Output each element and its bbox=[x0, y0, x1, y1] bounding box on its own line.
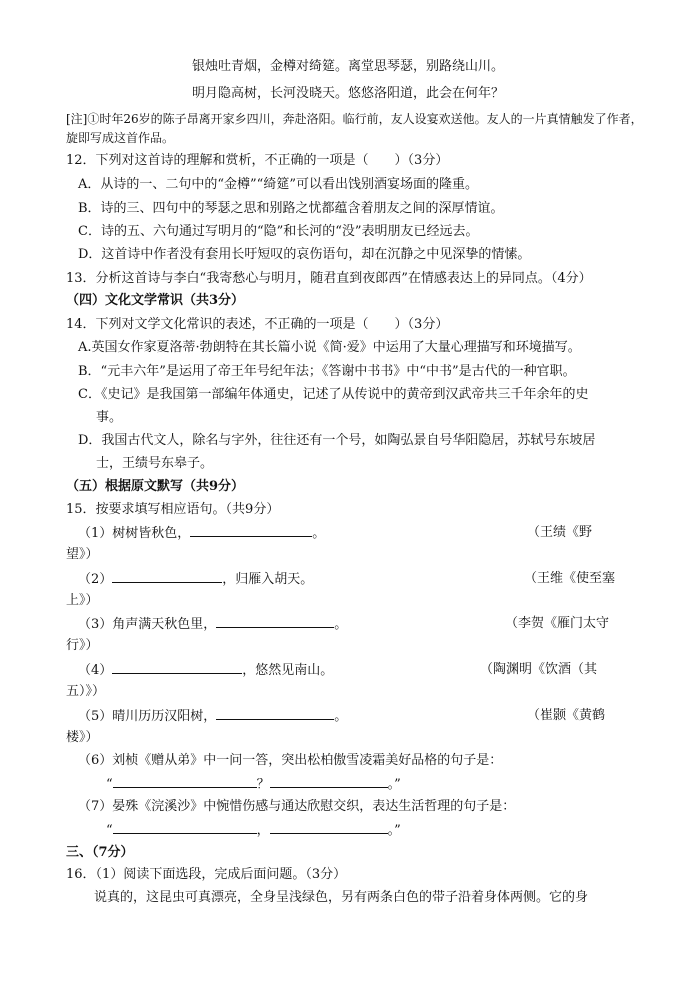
q15-item-5-source-cont: 楼》） bbox=[66, 730, 99, 745]
q15-item-5 bbox=[78, 707, 347, 726]
answer-blank[interactable] bbox=[216, 707, 334, 720]
answer-blank[interactable] bbox=[113, 821, 257, 834]
q15-item-4-text: ，悠然见南山。 bbox=[242, 663, 334, 678]
q15-item-7: （7）晏殊《浣溪沙》中惋惜伤感与通达欣慰交织，表达生活哲理的句子是： bbox=[78, 799, 516, 814]
q16-stem: 16．（1）阅读下面选段，完成后面问题。（3分） bbox=[66, 867, 347, 882]
note-line-1: [注]①时年26岁的陈子昂离开家乡四川，奔赴洛阳。临行前，友人设宴欢送他。友人的一片真情触发了作者， bbox=[66, 112, 643, 126]
q12-stem: 12．下列对这首诗的理解和赏析，不正确的一项是（ ）（3分） bbox=[66, 153, 449, 168]
q12-option-b: B．诗的三、四句中的琴瑟之思和别路之忧都蕴含着朋友之间的深厚情谊。 bbox=[78, 201, 504, 216]
q15-item-1-end: 。 bbox=[312, 526, 326, 541]
q15-stem: 15．按要求填写相应语句。（共9分） bbox=[66, 502, 280, 517]
answer-blank[interactable] bbox=[270, 775, 388, 788]
q15-item-4-source-cont: 五）》） bbox=[66, 684, 106, 699]
q14-option-c-line1: C．《史记》是我国第一部编年体通史，记述了从传说中的黄帝到汉武帝共三千年余年的史 bbox=[78, 387, 589, 402]
answer-blank[interactable] bbox=[190, 524, 312, 537]
q15-item-3 bbox=[78, 615, 347, 634]
q13-stem: 13．分析这首诗与李白“我寄愁心与明月，随君直到夜郎西”在情感表达上的异同点。（4分） bbox=[66, 271, 592, 286]
q14-option-d-line1: D．我国古代文人，除名与字外，往往还有一个号，如陶弘景自号华阳隐居，苏轼号东坡居 bbox=[78, 433, 596, 448]
answer-blank[interactable] bbox=[216, 615, 334, 628]
section-5-heading: （五）根据原文默写（共9分） bbox=[66, 479, 245, 494]
q15-item-7-end: 。” bbox=[387, 823, 401, 838]
q15-item-2-number: （2） bbox=[78, 572, 113, 587]
q15-item-3-text: 角声满天秋色里， bbox=[112, 617, 217, 632]
q15-item-5-source: （崔颢《黄鹤 bbox=[527, 708, 606, 723]
q15-item-4-source: （陶渊明《饮酒（其 bbox=[480, 662, 598, 677]
answer-blank[interactable] bbox=[112, 570, 222, 583]
q15-item-2-text: ，归雁入胡天。 bbox=[222, 572, 314, 587]
q15-item-4 bbox=[78, 661, 333, 680]
q15-item-6: （6）刘桢《赠从弟》中一问一答，突出松柏傲雪凌霜美好品格的句子是： bbox=[78, 753, 503, 768]
q12-option-d: D．这首诗中作者没有套用长吁短叹的哀伤语句，却在沉静之中见深挚的情愫。 bbox=[78, 247, 531, 262]
q12-option-c: C．诗的五、六句通过写明月的“隐”和长河的“没”表明朋友已经远去。 bbox=[78, 224, 479, 239]
note-line-2: 旋即写成这首作品。 bbox=[66, 131, 175, 145]
q15-item-1-number: （1） bbox=[78, 526, 113, 541]
q15-item-2-source: （王维《使至塞 bbox=[524, 571, 616, 586]
open-quote: “ bbox=[106, 823, 113, 838]
q15-item-5-end: 。 bbox=[334, 709, 348, 724]
answer-blank[interactable] bbox=[113, 775, 257, 788]
q15-item-6-end: 。” bbox=[387, 777, 401, 792]
q15-item-1-source-cont: 望》） bbox=[66, 547, 99, 562]
poem-line-1: 银烛吐青烟，金樽对绮筵。离堂思琴瑟，别路绕山川。 bbox=[191, 59, 504, 74]
q15-item-7-comma: ， bbox=[256, 823, 270, 838]
q15-item-3-end: 。 bbox=[334, 617, 348, 632]
q14-option-d-line2: 士，王绩号东皋子。 bbox=[96, 456, 214, 471]
q15-item-3-number: （3） bbox=[78, 617, 113, 632]
q15-item-3-source: （李贺《雁门太守 bbox=[505, 616, 610, 631]
q15-item-2-source-cont: 上》） bbox=[66, 593, 99, 608]
section-4-heading: （四）文化文学常识（共3分） bbox=[66, 293, 245, 308]
q15-item-6-question-mark: ？ bbox=[256, 777, 270, 792]
q15-item-2 bbox=[78, 570, 313, 589]
q16-passage: 说真的，这昆虫可真漂亮，全身呈浅绿色，另有两条白色的带子沿着身体两侧。它的身 bbox=[94, 890, 589, 905]
q14-option-c-line2: 事。 bbox=[96, 410, 123, 425]
q15-item-7-answer bbox=[106, 821, 401, 840]
q15-item-5-number: （5） bbox=[78, 709, 113, 724]
q15-item-4-number: （4） bbox=[78, 663, 113, 678]
q15-item-3-source-cont: 行》） bbox=[66, 638, 99, 653]
answer-blank[interactable] bbox=[112, 661, 242, 674]
section-3-heading: 三、（7分） bbox=[66, 845, 134, 860]
q14-stem: 14．下列对文学文化常识的表述，不正确的一项是（ ）（3分） bbox=[66, 317, 449, 332]
q15-item-5-text: 晴川历历汉阳树， bbox=[112, 709, 217, 724]
q15-item-1-text: 树树皆秋色， bbox=[112, 526, 191, 541]
q15-item-6-answer bbox=[106, 775, 401, 794]
open-quote: “ bbox=[106, 777, 113, 792]
q15-item-1 bbox=[78, 524, 325, 543]
poem-line-2: 明月隐高树，长河没晓天。悠悠洛阳道，此会在何年？ bbox=[191, 86, 504, 101]
q14-option-a: A.英国女作家夏洛蒂·勃朗特在其长篇小说《简·爱》中运用了大量心理描写和环境描写。 bbox=[78, 340, 581, 355]
q12-option-a: A．从诗的一、二句中的“金樽”“绮筵”可以看出饯别酒宴场面的隆重。 bbox=[78, 177, 478, 192]
q14-option-b: B．“元丰六年”是运用了帝王年号纪年法；《答谢中书书》中“中书”是古代的一种官职。 bbox=[78, 364, 576, 379]
answer-blank[interactable] bbox=[270, 821, 388, 834]
q15-item-1-source: （王绩《野 bbox=[527, 525, 593, 540]
